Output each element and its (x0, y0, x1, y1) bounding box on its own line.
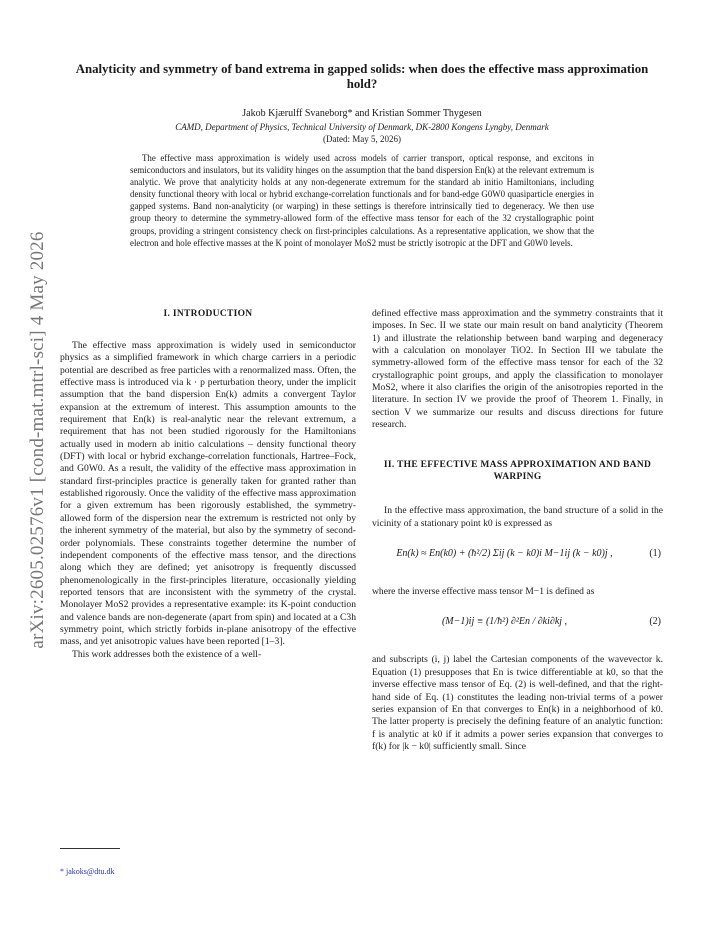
affiliation: CAMD, Department of Physics, Technical University of Denmark, DK-2800 Kongens Lyngby, Denmark (175, 122, 549, 132)
right-column (372, 308, 663, 753)
footnote-email-link[interactable]: * jakoks@dtu.dk (60, 867, 115, 876)
abstract-text: The effective mass approximation is widely used across models of carrier transport, optical response, and excitons in semiconductors and insulators, but its validity hinges on the assumption that the band dispersion En(k) at the relevant extremum is analytic. We prove that analyticity holds at any non-degenerate extremum for the standard ab initio Hamiltonians, including density functional theory with local or hybrid exchange-correlation functionals and for band-edge G0W0 quasiparticle energies in gapped systems. Band non-analyticity (or warping) in these settings is therefore intrinsically tied to degeneracy. We then use group theory to determine the symmetry-allowed form of the effective mass tensor for each of the 32 crystallographic point groups, providing a stringent consistency check on first-principles calculations. As a representative application, we show that the electron and hole effective masses at the K point of monolayer MoS2 must be strictly isotropic at the DFT and G0W0 levels. (130, 153, 594, 248)
intro-paragraph-continued: defined effective mass approximation and the symmetry constraints that it imposes. In Sec. II we state our main result on band analyticity (Theorem 1) and illustrate the relationship between band warping and degeneracy with a calculation on monolayer TiO2. In Section III we tabulate the symmetry-allowed form of the effective mass tensor for each of the 32 crystallographic point groups, and apply the classification to monolayer MoS2, where it also clarifies the origin of the anisotropies reported in the literature. In section IV we provide the proof of Theorem 1. Finally, in section V we summarize our results and discuss directions for future research. (372, 308, 663, 431)
equation-2 (372, 608, 663, 644)
footnote (60, 867, 114, 876)
intro-paragraph-1: The effective mass approximation is widely used in semiconductor physics as a simplified framework in which charge carriers in a periodic potential are described as free particles with a renormalized mass. Often, the effective mass is introduced via k · p perturbation theory, under the implicit assumption that the band dispersion En(k) admits a convergent Taylor expansion at the extremum of interest. This assumption amounts to the requirement that En(k) is real-analytic near the relevant extremum, a requirement that has not been studied rigorously for the Hamiltonians actually used in modern ab initio calculations – density functional theory (DFT) with local or hybrid exchange-correlation functionals, Hartree–Fock, and G0W0. As a result, the validity of the effective mass approximation in standard first-principles practice is generally taken for granted rather than established rigorously. Once the validity of the effective mass approximation for a given extremum has been rigorously established, the symmetry-allowed form of the dispersion near the extremum is restricted not only by the inherent symmetry of the material, but also by the symmetry of second-order polynomials. These constraints together determine the number of independent components of the effective mass tensor, and the directions along which they are defined; yet anisotropy is frequently discussed phenomenologically in the first-principles literature, occasionally yielding reported tensors that are inconsistent with the symmetry of the crystal. Monolayer MoS2 provides a representative example: its K-point conduction and valence bands are non-degenerate (apart from spin) and located at a C3h symmetry point, which strictly forbids in-plane anisotropy of the effective mass, and yet anisotropic values have been reported [1–3]. (60, 340, 356, 648)
equation-2-number: (2) (649, 616, 661, 628)
footnote-rule (60, 848, 120, 849)
authors: Jakob Kjærulff Svaneborg* and Kristian Sommer Thygesen (242, 108, 482, 119)
equation-2-body: (M−1)ij ≡ (1/ħ²) ∂²En / ∂ki∂kj , (441, 616, 568, 628)
intro-paragraph-2: This work addresses both the existence of a well- (72, 648, 262, 660)
arxiv-stamp (18, 200, 58, 680)
equation-1 (372, 540, 663, 576)
equation-1-body: En(k) ≈ En(k0) + (ħ²/2) Σij (k − k0)i M−1ij (k − k0)j , (396, 548, 613, 560)
ema-paragraph-3: and subscripts (i, j) label the Cartesian components of the wavevector k. Equation (1) presupposes that En is twice differentiable at k0, so that the inverse effective mass tensor of Eq. (2) is well-defined, and that the right-hand side of Eq. (1) constitutes the leading non-trivial terms of a power series expansion of En that converges to En(k) in a neighborhood of k0. The latter property is precisely the defining feature of an analytic function: f is analytic at k0 if it admits a power series expansion that converges to f(k) for |k − k0| sufficiently small. Since (372, 654, 663, 752)
paper-title: Analyticity and symmetry of band extrema in gapped solids: when does the effective mass approximation hold? (75, 62, 649, 91)
left-column (60, 308, 356, 661)
date-line: (Dated: May 5, 2026) (323, 134, 401, 144)
equation-1-number: (1) (649, 548, 661, 560)
arxiv-stamp-text: arXiv:2605.02576v1 [cond-mat.mtrl-sci] 4 May 2026 (27, 231, 48, 649)
abstract (130, 152, 594, 249)
section-heading-effective-mass: II. THE EFFECTIVE MASS APPROXIMATION AND BAND WARPING (383, 460, 652, 483)
ema-paragraph-1: In the effective mass approximation, the band structure of a solid in the vicinity of a stationary point k0 is expressed as (372, 505, 663, 529)
section-heading-introduction: I. INTRODUCTION (163, 309, 253, 319)
ema-paragraph-2: where the inverse effective mass tensor M−1 is defined as (372, 586, 595, 598)
